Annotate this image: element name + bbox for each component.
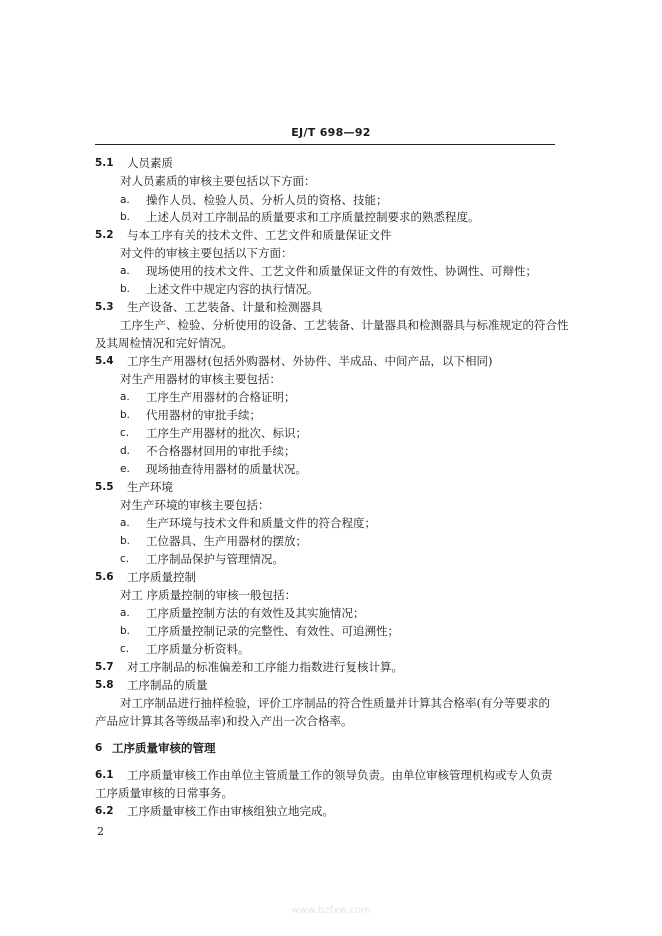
list-label: a. [120, 607, 130, 619]
section-number: 5.7 [95, 661, 114, 673]
list-item: 工位器具、生产用器材的摆放； [146, 534, 307, 548]
section-intro: 对文件的审核主要包括以下方面： [120, 246, 293, 260]
section-intro: 对生产环境的审核主要包括： [120, 498, 270, 512]
section-intro: 对工 序质量控制的审核一般包括： [120, 588, 297, 602]
list-label: e. [120, 463, 130, 475]
section-title: 人员素质 [127, 156, 173, 170]
list-label: b. [120, 283, 131, 295]
section-title: 生产环境 [127, 480, 173, 494]
list-item: 工序质量分析资料。 [146, 642, 250, 656]
watermark-text: www.bzfxw.com [291, 905, 371, 916]
list-item: 工序质量控制记录的完整性、有效性、可追溯性； [146, 624, 399, 638]
chapter-number: 6 [95, 742, 103, 754]
list-label: c. [120, 643, 130, 655]
list-label: a. [120, 517, 130, 529]
paragraph-line: 工序质量审核工作由审核组独立地完成。 [127, 804, 334, 818]
paragraph-line: 工序质量审核的日常事务。 [95, 786, 233, 800]
list-item: 生产环境与技术文件和质量文件的符合程度； [146, 516, 376, 530]
document-code-header: EJ/T 698—92 [291, 126, 371, 139]
section-title: 与本工序有关的技术文件、工艺文件和质量保证文件 [127, 228, 392, 242]
section-number: 5.4 [95, 355, 114, 367]
list-label: b. [120, 409, 131, 421]
header-rule [95, 144, 555, 145]
list-label: a. [120, 265, 130, 277]
section-number: 5.8 [95, 679, 114, 691]
chapter-title: 工序质量审核的管理 [112, 741, 216, 755]
section-intro: 对生产用器材的审核主要包括： [120, 372, 281, 386]
section-number: 5.5 [95, 481, 114, 493]
section-title: 工序生产用器材(包括外购器材、外协件、半成品、中间产品，以下相同) [127, 354, 493, 368]
list-label: a. [120, 391, 130, 403]
section-number: 5.2 [95, 229, 114, 241]
list-item: 代用器材的审批手续； [146, 408, 261, 422]
paragraph-line: 工序质量审核工作由单位主管质量工作的领导负责。由单位审核管理机构或专人负责 [127, 768, 553, 782]
section-intro: 对人员素质的审核主要包括以下方面： [120, 174, 316, 188]
list-item: 上述人员对工序制品的质量要求和工序质量控制要求的熟悉程度。 [146, 210, 480, 224]
list-label: d. [120, 445, 131, 457]
list-item: 工序生产用器材的合格证明； [146, 390, 296, 404]
section-title: 对工序制品的标准偏差和工序能力指数进行复核计算。 [127, 660, 403, 674]
section-number: 5.3 [95, 301, 114, 313]
list-item: 上述文件中规定内容的执行情况。 [146, 282, 319, 296]
list-label: b. [120, 625, 131, 637]
list-item: 现场使用的技术文件、工艺文件和质量保证文件的有效性、协调性、可辩性； [146, 264, 537, 278]
section-number: 6.1 [95, 769, 114, 781]
list-item: 现场抽查待用器材的质量状况。 [146, 462, 307, 476]
paragraph-line: 工序生产、检验、分析使用的设备、工艺装备、计量器具和检测器具与标准规定的符合性 [120, 318, 569, 332]
paragraph-line: 产品应计算其各等级品率)和投入产出一次合格率。 [95, 714, 353, 728]
paragraph-line: 及其周检情况和完好情况。 [95, 336, 233, 350]
list-label: a. [120, 194, 130, 206]
list-label: c. [120, 553, 130, 565]
list-item: 工序制品保护与管理情况。 [146, 552, 284, 566]
section-title: 生产设备、工艺装备、计量和检测器具 [127, 300, 323, 314]
list-item: 工序质量控制方法的有效性及其实施情况； [146, 606, 365, 620]
paragraph-line: 对工序制品进行抽样检验，评价工序制品的符合性质量并计算其合格率(有分等要求的 [120, 696, 550, 710]
list-label: c. [120, 427, 130, 439]
list-item: 操作人员、检验人员、分析人员的资格、技能； [146, 193, 388, 207]
section-number: 5.6 [95, 571, 114, 583]
list-item: 工序生产用器材的批次、标识； [146, 426, 307, 440]
page-number: 2 [97, 825, 104, 838]
section-number: 5.1 [95, 157, 114, 169]
list-item: 不合格器材回用的审批手续； [146, 444, 296, 458]
section-number: 6.2 [95, 805, 114, 817]
section-title: 工序质量控制 [127, 570, 196, 584]
list-label: b. [120, 211, 131, 223]
section-title: 工序制品的质量 [127, 678, 208, 692]
list-label: b. [120, 535, 131, 547]
